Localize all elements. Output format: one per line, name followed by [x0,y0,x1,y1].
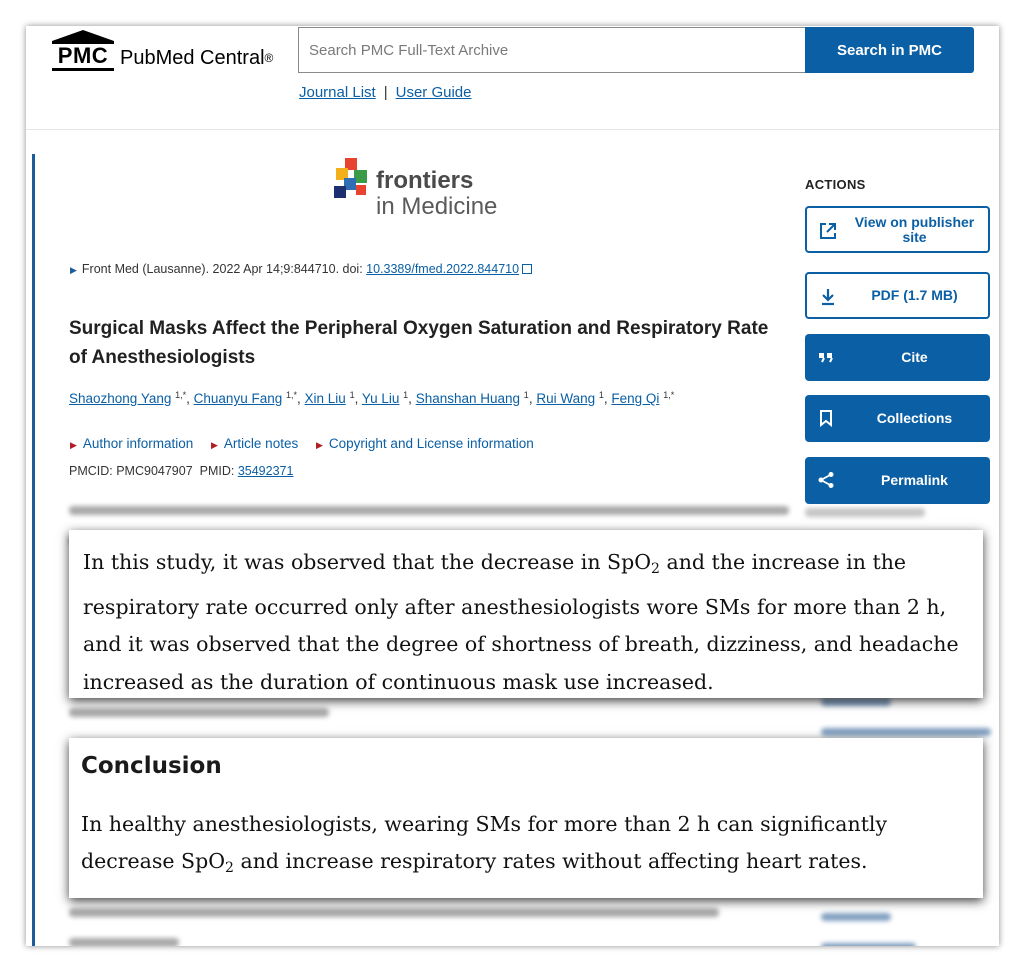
copyright-label: Copyright and License information [328,436,534,451]
author-affiliation: 1,* [285,390,297,400]
author-information-label: Author information [82,436,194,451]
finding-text-part2: and the increase in the respiratory rate occurred only after anesthesiologists wore SMs for more than 2 h, and it was observed that the degree of shortness of breath, dizziness, and headache increased as the duration of continuous mask use increased. [83,550,959,694]
author-affiliation: 1 [349,390,355,400]
author-link[interactable]: Rui Wang [536,391,596,406]
author-link[interactable]: Shaozhong Yang [69,391,172,406]
author-affiliation: 1,* [663,390,675,400]
share-icon [817,471,835,489]
conclusion-subscript: 2 [225,860,234,876]
author-link[interactable]: Feng Qi [611,391,660,406]
citation-prefix: Front Med (Lausanne). 2022 Apr 14;9:844710. doi: [81,262,367,276]
conclusion-text-part1: In healthy anesthesiologists, wearing SMs for more than 2 h can significantly decrease SpO [81,812,888,873]
collections-button[interactable] [805,395,990,442]
conclusion-text [81,806,971,887]
search-input[interactable] [298,27,806,73]
user-guide-link[interactable]: User Guide [395,84,472,101]
conclusion-excerpt [69,738,983,898]
external-link-icon[interactable] [522,264,532,274]
author-affiliation: 1 [403,390,409,400]
external-link-icon [819,222,837,240]
author-information-toggle[interactable] [70,436,193,451]
logo-mark: PMC [52,44,114,71]
actions-heading: ACTIONS [805,177,866,192]
doi-link[interactable]: 10.3389/fmed.2022.844710 [366,262,520,276]
pmid-link[interactable]: 35492371 [237,464,294,478]
bookmark-icon [817,409,835,427]
article-ids [69,464,293,478]
view-publisher-button[interactable] [805,206,990,253]
finding-subscript: 2 [651,561,660,577]
pdf-button[interactable] [805,272,990,319]
article-meta-links [70,436,548,451]
expand-triangle-icon[interactable]: ▶ [70,265,77,275]
expand-triangle-icon: ▶ [211,440,218,450]
article-notes-toggle[interactable] [211,436,298,451]
permalink-label: Permalink [881,472,948,488]
journal-list-link[interactable]: Journal List [299,84,376,101]
pmid-label: PMID: [199,464,238,478]
expand-triangle-icon: ▶ [315,440,323,450]
author-link[interactable]: Chuanyu Fang [193,391,283,406]
site-header [26,26,999,130]
header-links [299,84,472,101]
registered-mark: ® [264,51,274,65]
expand-triangle-icon: ▶ [70,440,77,450]
cite-button[interactable] [805,334,990,381]
conclusion-heading: Conclusion [81,753,222,779]
quote-icon [817,348,835,366]
article-notes-label: Article notes [223,436,299,451]
pmc-logo[interactable] [52,28,292,76]
pmcid: PMCID: PMC9047907 [69,464,193,478]
conclusion-text-part2: and increase respiratory rates without affecting heart rates. [233,849,868,873]
finding-text-part1: In this study, it was observed that the decrease in SpO [83,550,652,574]
frontiers-cubes-icon [334,158,370,200]
copyright-toggle[interactable] [316,436,534,451]
roof-icon [52,30,114,44]
article-title: Surgical Masks Affect the Peripheral Oxygen Saturation and Respiratory Rate of Anesthesiologists [69,318,769,368]
author-affiliation: 1 [523,390,529,400]
logo-name [120,46,273,70]
finding-excerpt [69,530,983,698]
view-publisher-label: View on publisher site [854,213,975,245]
link-separator: | [383,84,388,101]
journal-name-line1: frontiers [376,167,474,194]
author-link[interactable]: Shanshan Huang [415,391,521,406]
search-button[interactable]: Search in PMC [805,27,974,73]
cite-label: Cite [901,349,928,365]
pmc-article-page [26,26,999,946]
logo-name-text: PubMed Central [120,47,265,69]
journal-logo[interactable] [332,156,532,222]
pdf-label: PDF (1.7 MB) [871,287,958,303]
author-link[interactable]: Xin Liu [304,391,346,406]
citation-line [70,262,532,276]
author-link[interactable]: Yu Liu [361,391,400,406]
author-list: Shaozhong Yang $^{1,*}$, Chuanyu Fang $^{1,*}$, Xin Liu $^1$, Yu Liu $^1$, Shanshan Huang $^1$, Rui Wang $^1$, Feng Qi $^{1,*}$ [69,390,675,406]
author-affiliation: 1 [598,390,604,400]
journal-name-line2: in Medicine [376,193,498,220]
collections-label: Collections [876,410,953,426]
author-affiliation: 1,* [175,390,187,400]
download-icon [819,288,837,306]
